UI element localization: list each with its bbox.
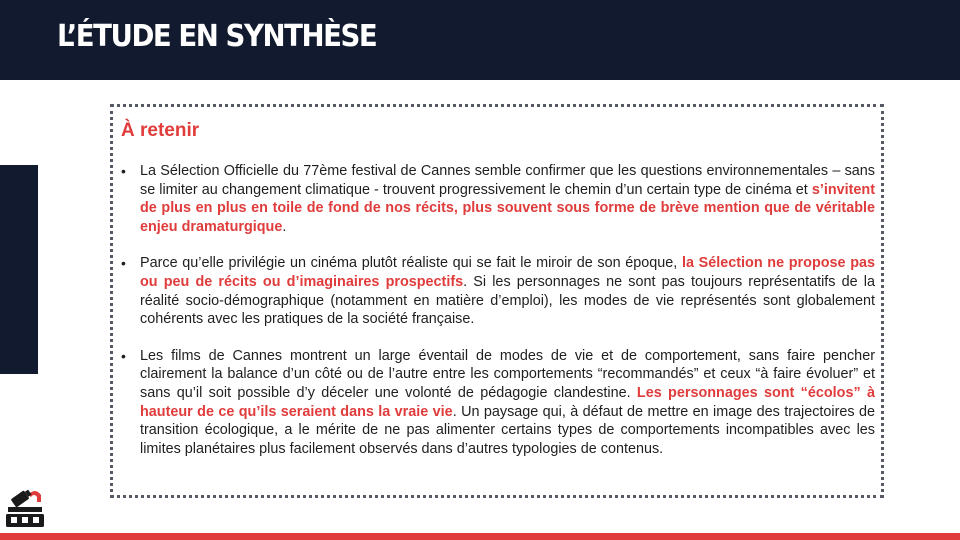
key-point-highlight: Les personnages sont “écolos” à hauteur de ce qu’ils seraient dans la vraie vie	[140, 384, 875, 420]
bullet-marker: •	[121, 347, 126, 364]
summary-card	[110, 104, 884, 498]
key-point-text: La Sélection Officielle du 77ème festival de Cannes semble confirmer que les questions environnementales – sans se limiter au changement climatique - trouvent progressivement le chemin d’un certain type de cinéma et	[140, 163, 875, 198]
key-point-text-end: .	[282, 218, 287, 235]
key-point-1	[121, 162, 875, 236]
bottom-accent-line	[0, 533, 960, 540]
key-point-highlight: la Sélection ne propose pas ou peu de récits ou d’imaginaires prospectifs	[140, 255, 875, 290]
bullet-marker: •	[121, 163, 126, 179]
key-point-text: Parce qu’elle privilégie un cinéma plutôt réaliste qui se fait le miroir de son époque,	[140, 255, 682, 272]
key-point-text-end: . Si les personnages ne sont pas toujours représentatifs de la réalité socio-démographique (notamment en matière d’emploi), les modes de vie représentés sont globalement cohérents avec les pratiques de la société française.	[140, 273, 875, 328]
key-point-text-end: . Un paysage qui, à défaut de mettre en image des trajectoires de transition écologique, a le mérite de ne pas alimenter certains types de comportements incompatibles avec les limites planétaires plus facilement observés dans d’autres typologies de contenus.	[140, 403, 875, 457]
page-title: L’ÉTUDE EN SYNTHÈSE	[57, 19, 377, 54]
card-title: À retenir	[121, 120, 200, 141]
bullet-marker: •	[121, 255, 126, 272]
side-accent-bar	[0, 165, 38, 374]
cinema-projector-logo-icon	[2, 483, 48, 529]
key-point-2	[121, 254, 875, 328]
header-bar	[0, 0, 960, 80]
key-points-list	[121, 162, 875, 458]
key-point-text: Les films de Cannes montrent un large éventail de modes de vie et de comportement, sans faire pencher clairement la balance d’un côté ou de l’autre entre les comportements “recommandés” et ceux “à faire évoluer” et sans qu’il soit possible d’y déceler une volonté de pédagogie clandestine.	[140, 347, 875, 401]
key-point-3	[121, 347, 875, 459]
key-point-highlight: s’invitent de plus en plus en toile de fond de nos récits, plus souvent sous forme de brève mention que de véritable enjeu dramaturgique	[140, 181, 875, 235]
